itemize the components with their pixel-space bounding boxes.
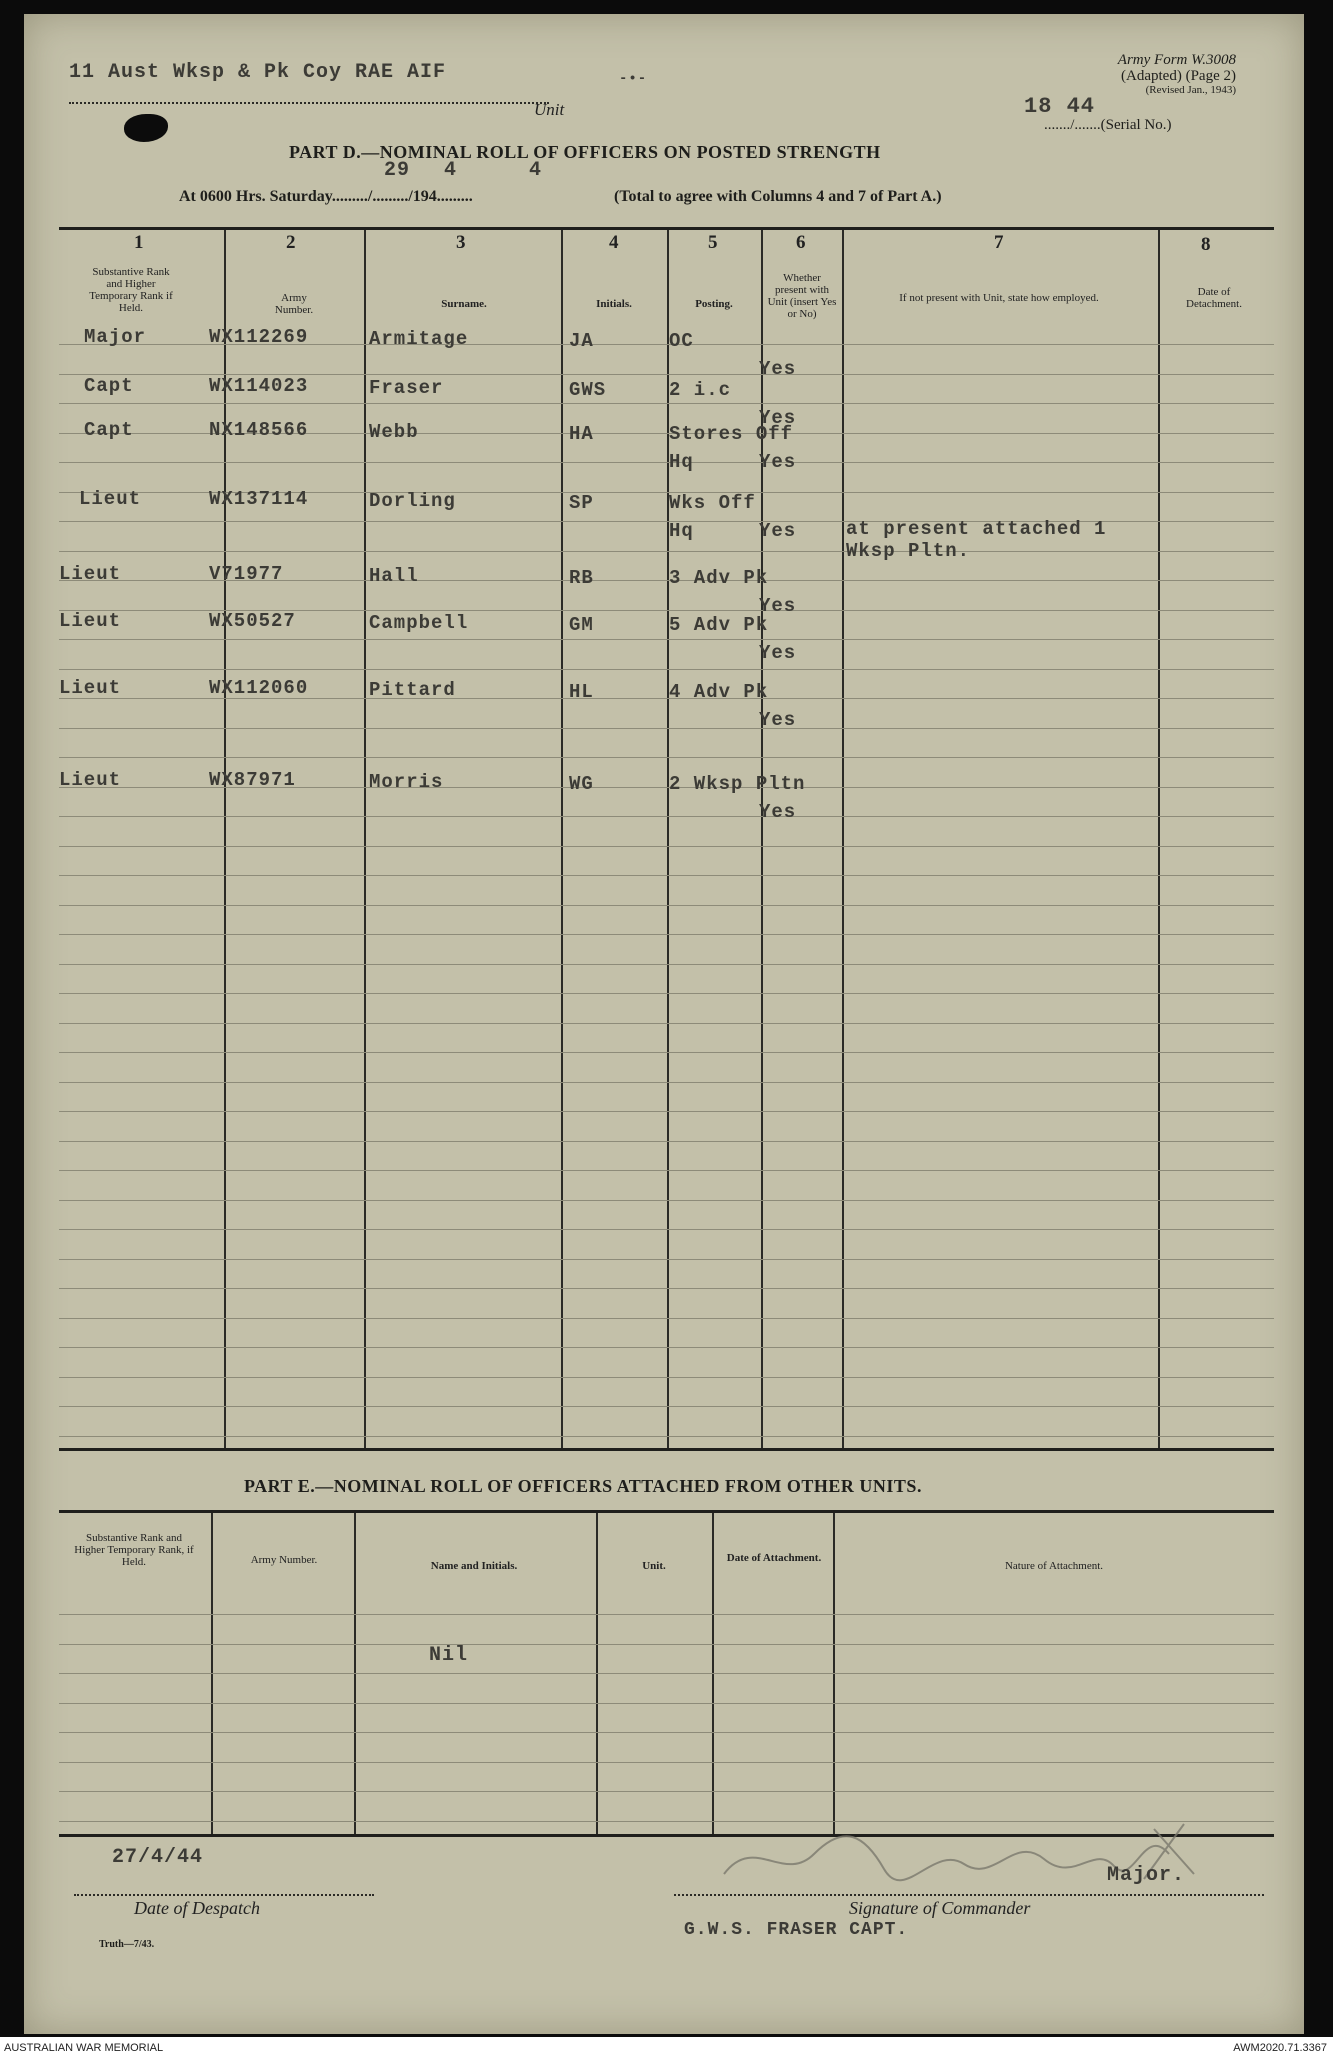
e-header-nature: Nature of Attachment. xyxy=(1004,1560,1104,1572)
signature-label: Signature of Commander xyxy=(849,1898,1031,1918)
ruled-line xyxy=(59,1023,1274,1024)
ruled-line xyxy=(59,1052,1274,1053)
row-initials: SP xyxy=(569,492,594,514)
e-header-date-attachment: Date of Attachment. xyxy=(726,1552,822,1564)
row-present: Yes xyxy=(759,407,797,429)
ruled-line xyxy=(59,1377,1274,1378)
unit-typed: 11 Aust Wksp & Pk Coy RAE AIF xyxy=(69,61,447,84)
col-header-rank: Substantive Rank and Higher Temporary Rank if Held. xyxy=(89,266,173,314)
col-header-initials: Initials. xyxy=(596,298,632,310)
col-header-army-number: Army Number. xyxy=(274,292,314,316)
ruled-line xyxy=(59,1111,1274,1112)
row-rank: Lieut xyxy=(59,563,122,585)
row-surname: Armitage xyxy=(369,328,469,350)
ruled-line xyxy=(59,1259,1274,1260)
despatch-dotted-line xyxy=(74,1894,374,1896)
unit-dotted-line xyxy=(69,102,549,104)
e-header-name: Name and Initials. xyxy=(430,1560,518,1572)
signature-dotted-line xyxy=(674,1894,1264,1896)
row-army-number: V71977 xyxy=(209,563,284,585)
date-month: 4 xyxy=(444,159,458,182)
ruled-line xyxy=(59,669,1274,670)
form-adapted: (Adapted) (Page 2) xyxy=(1121,68,1236,84)
row-army-number: WX112269 xyxy=(209,326,309,348)
ruled-line xyxy=(59,1229,1274,1230)
row-initials: HA xyxy=(569,423,594,445)
row-surname: Dorling xyxy=(369,490,456,512)
despatch-date-typed: 27/4/44 xyxy=(112,1846,204,1869)
row-army-number: WX137114 xyxy=(209,488,309,510)
ruled-line xyxy=(59,1762,1274,1763)
unit-label: Unit xyxy=(534,100,565,119)
col-divider xyxy=(364,230,366,1448)
part-d-bottom-rule xyxy=(59,1448,1274,1451)
e-header-rank: Substantive Rank and Higher Temporary Rank, if Held. xyxy=(74,1532,194,1568)
ruled-line xyxy=(59,728,1274,729)
row-rank: Capt xyxy=(84,375,134,397)
row-surname: Fraser xyxy=(369,377,444,399)
ruled-line xyxy=(59,993,1274,994)
col-number-8: 8 xyxy=(1201,234,1211,255)
col-divider xyxy=(561,230,563,1448)
ruled-line xyxy=(59,1644,1274,1645)
row-initials: RB xyxy=(569,567,594,589)
ink-blot xyxy=(124,114,168,142)
despatch-label: Date of Despatch xyxy=(134,1898,260,1918)
at-time-text: At 0600 Hrs. Saturday........./........./194......... xyxy=(179,188,473,205)
row-army-number: WX114023 xyxy=(209,375,309,397)
signature-rank-typed: Major. xyxy=(1107,1864,1186,1887)
part-e-nil: Nil xyxy=(429,1644,469,1667)
row-surname: Pittard xyxy=(369,679,456,701)
ruled-line xyxy=(59,1200,1274,1201)
col-header-posting: Posting. xyxy=(695,298,733,310)
col-number-3: 3 xyxy=(456,232,466,253)
ruled-line xyxy=(59,1318,1274,1319)
ruled-line xyxy=(59,1406,1274,1407)
form-sheet xyxy=(24,14,1304,2034)
total-note: (Total to agree with Columns 4 and 7 of Part A.) xyxy=(614,188,942,205)
col-number-2: 2 xyxy=(286,232,296,253)
row-present: Yes xyxy=(759,595,797,617)
ruled-line xyxy=(59,816,1274,817)
part-e-top-rule xyxy=(59,1510,1274,1513)
ruled-line xyxy=(59,1673,1274,1674)
ruled-line xyxy=(59,875,1274,876)
col-number-7: 7 xyxy=(994,232,1004,253)
row-surname: Campbell xyxy=(369,612,469,634)
ruled-line xyxy=(59,462,1274,463)
row-rank: Lieut xyxy=(59,610,122,632)
col-divider xyxy=(667,230,669,1448)
col-divider xyxy=(1158,230,1160,1448)
row-initials: WG xyxy=(569,773,594,795)
row-present: Yes xyxy=(759,451,797,473)
ruled-line xyxy=(59,905,1274,906)
dash-mark: ‑•‑ xyxy=(619,71,648,87)
row-posting: 2 Wksp Pltn xyxy=(669,773,806,795)
ruled-line xyxy=(59,639,1274,640)
ruled-line xyxy=(59,1170,1274,1171)
row-posting-line2: Hq xyxy=(669,451,694,473)
row-employment-note: at present attached 1 Wksp Pltn. xyxy=(846,518,1107,562)
date-day: 29 xyxy=(384,159,411,182)
signature-name-typed: G.W.S. FRASER CAPT. xyxy=(684,1920,909,1940)
e-header-unit: Unit. xyxy=(642,1560,666,1572)
archive-left-caption: AUSTRALIAN WAR MEMORIAL xyxy=(4,2042,164,2054)
row-posting: Wks Off xyxy=(669,492,756,514)
row-present: Yes xyxy=(759,358,797,380)
row-present: Yes xyxy=(759,520,797,542)
serial-typed: 18 44 xyxy=(1024,94,1096,119)
col-header-surname: Surname. xyxy=(441,298,487,310)
serial-label: ......./.......(Serial No.) xyxy=(1044,117,1172,133)
ruled-line xyxy=(59,1614,1274,1615)
ruled-line xyxy=(59,757,1274,758)
ruled-line xyxy=(59,1703,1274,1704)
row-posting-line2: Hq xyxy=(669,520,694,542)
col-number-1: 1 xyxy=(134,232,144,253)
col-divider xyxy=(842,230,844,1448)
row-posting: Stores Off xyxy=(669,423,794,445)
date-year: 4 xyxy=(529,159,543,182)
ruled-line xyxy=(59,1141,1274,1142)
form-title: Army Form W.3008 xyxy=(1117,52,1236,68)
ruled-line xyxy=(59,403,1274,404)
row-initials: GM xyxy=(569,614,594,636)
row-army-number: WX50527 xyxy=(209,610,296,632)
row-army-number: WX112060 xyxy=(209,677,309,699)
row-posting: 3 Adv Pk xyxy=(669,567,769,589)
row-rank: Lieut xyxy=(59,677,122,699)
form-revised: (Revised Jan., 1943) xyxy=(1145,84,1236,96)
row-initials: GWS xyxy=(569,379,607,401)
row-posting: 4 Adv Pk xyxy=(669,681,769,703)
row-surname: Morris xyxy=(369,771,444,793)
form-id-block xyxy=(976,52,1236,96)
ruled-line xyxy=(59,1288,1274,1289)
col-number-4: 4 xyxy=(609,232,619,253)
col-number-6: 6 xyxy=(796,232,806,253)
row-initials: HL xyxy=(569,681,594,703)
archive-caption-bar xyxy=(0,2037,1333,2061)
col-header-present: Whether present with Unit (insert Yes or No) xyxy=(767,272,837,320)
ruled-line xyxy=(59,1082,1274,1083)
row-present: Yes xyxy=(759,709,797,731)
ruled-line xyxy=(59,1732,1274,1733)
col-header-employment: If not present with Unit, state how employed. xyxy=(899,292,1099,304)
row-army-number: NX148566 xyxy=(209,419,309,441)
row-rank: Lieut xyxy=(59,769,122,791)
ruled-line xyxy=(59,846,1274,847)
ruled-line xyxy=(59,934,1274,935)
row-present: Yes xyxy=(759,642,797,664)
part-e-title: PART E.—NOMINAL ROLL OF OFFICERS ATTACHED FROM OTHER UNITS. xyxy=(244,1476,922,1496)
col-header-detachment: Date of Detachment. xyxy=(1186,286,1242,310)
row-posting: 2 i.c xyxy=(669,379,732,401)
printer-mark: Truth—7/43. xyxy=(99,1939,155,1950)
row-rank: Capt xyxy=(84,419,134,441)
part-d-title: PART D.—NOMINAL ROLL OF OFFICERS ON POSTED STRENGTH xyxy=(289,142,881,162)
col-number-5: 5 xyxy=(708,232,718,253)
row-present: Yes xyxy=(759,801,797,823)
row-army-number: WX87971 xyxy=(209,769,296,791)
e-header-army-number: Army Number. xyxy=(250,1554,318,1566)
ruled-line xyxy=(59,1347,1274,1348)
ruled-line xyxy=(59,1791,1274,1792)
row-initials: JA xyxy=(569,330,594,352)
row-surname: Hall xyxy=(369,565,419,587)
ruled-line xyxy=(59,964,1274,965)
row-posting: 5 Adv Pk xyxy=(669,614,769,636)
row-rank: Major xyxy=(84,326,147,348)
row-posting: OC xyxy=(669,330,694,352)
archive-right-caption: AWM2020.71.3367 xyxy=(1233,2042,1327,2054)
row-surname: Webb xyxy=(369,421,419,443)
col-divider xyxy=(224,230,226,1448)
row-rank: Lieut xyxy=(79,488,142,510)
ruled-line xyxy=(59,1436,1274,1437)
